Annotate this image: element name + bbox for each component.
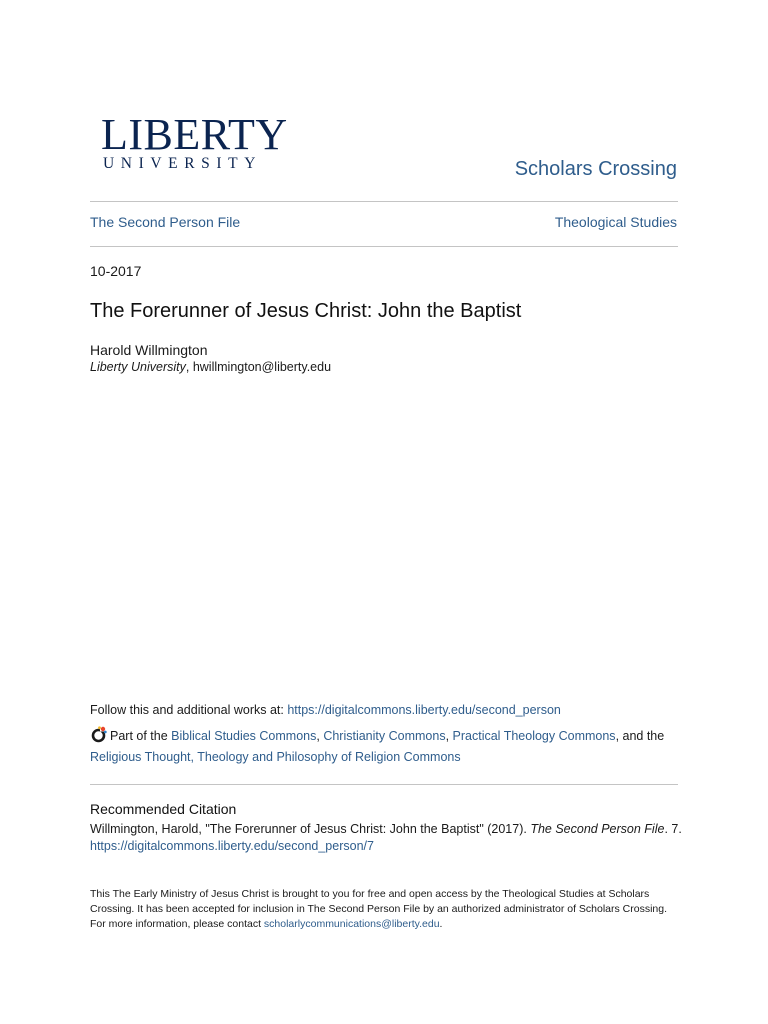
- footer-notice: [90, 887, 680, 932]
- commons-separator: ,: [316, 729, 324, 743]
- network-logo-icon: [90, 726, 107, 743]
- publication-date: 10-2017: [90, 263, 142, 279]
- citation-heading: Recommended Citation: [90, 801, 237, 817]
- logo-main-text: LIBERTY: [101, 110, 288, 159]
- header-divider: [90, 201, 678, 202]
- article-title: The Forerunner of Jesus Christ: John the Baptist: [90, 300, 522, 322]
- footer-text: This The Early Ministry of Jesus Christ is brought to you for free and open access by the Theological Studies at Scholars Crossing. It has been accepted for inclusion in The Second Person File by an authorized administrator of Scholars Crossing. For more information, please contact: [90, 888, 668, 930]
- part-of-block: [90, 726, 690, 768]
- follow-line: [90, 703, 561, 717]
- liberty-university-logo: [101, 110, 288, 172]
- author-email: , hwillmington@liberty.edu: [185, 360, 332, 374]
- citation-body: Willmington, Harold, "The Forerunner of Jesus Christ: John the Baptist" (2017).: [90, 822, 531, 836]
- department-link[interactable]: Theological Studies: [554, 214, 677, 230]
- commons-link-biblical-studies[interactable]: Biblical Studies Commons: [171, 729, 317, 743]
- follow-url-link[interactable]: https://digitalcommons.liberty.edu/second_person: [287, 703, 561, 717]
- citation-number: . 7.: [664, 822, 682, 836]
- follow-label: Follow this and additional works at:: [90, 703, 288, 717]
- affiliation-name: Liberty University: [90, 360, 186, 374]
- logo-sub-text: UNIVERSITY: [103, 155, 262, 172]
- author-affiliation: [90, 360, 331, 374]
- commons-separator: ,: [445, 729, 453, 743]
- nav-divider: [90, 246, 678, 247]
- contact-email-link[interactable]: scholarlycommunications@liberty.edu: [263, 918, 440, 930]
- citation-journal: The Second Person File: [530, 822, 665, 836]
- footer-end: .: [439, 918, 443, 930]
- commons-link-practical-theology[interactable]: Practical Theology Commons: [452, 729, 616, 743]
- series-link[interactable]: The Second Person File: [90, 214, 241, 230]
- citation-divider: [90, 784, 678, 785]
- citation-text: [90, 821, 690, 855]
- commons-link-religious-thought[interactable]: Religious Thought, Theology and Philosophy of Religion Commons: [90, 750, 461, 764]
- part-of-label: Part of the: [110, 729, 172, 743]
- commons-link-christianity[interactable]: Christianity Commons: [323, 729, 446, 743]
- citation-url-link[interactable]: https://digitalcommons.liberty.edu/second_person/7: [90, 839, 374, 853]
- commons-and-the: , and the: [615, 729, 665, 743]
- author-name: Harold Willmington: [90, 342, 208, 358]
- scholars-crossing-link[interactable]: Scholars Crossing: [514, 158, 677, 180]
